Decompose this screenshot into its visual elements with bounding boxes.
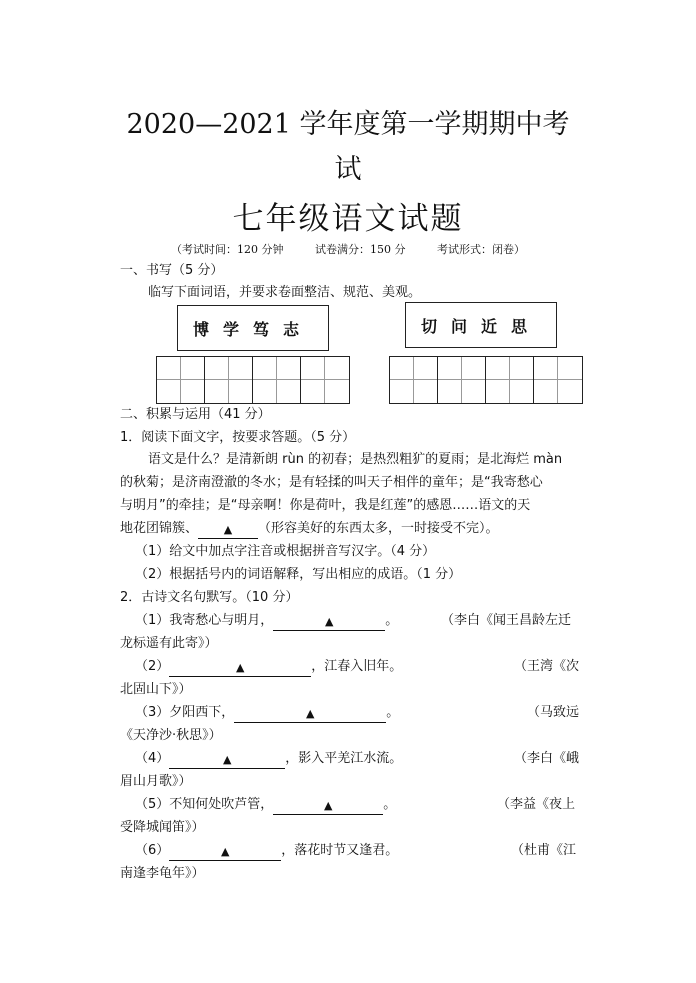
- q2-item-4: [135, 749, 402, 769]
- q2-item-pre: （4）: [135, 751, 170, 766]
- exam-form: 考试形式：闭卷）: [437, 243, 525, 256]
- exam-title-line1: 2020—2021 学年度第一学期期中考: [126, 109, 570, 140]
- writing-grid-2: [389, 356, 583, 404]
- q1-passage-line4-start: 地花团锦簇、: [120, 521, 199, 536]
- blank-marker: ▲: [223, 523, 233, 536]
- q2-item-1: [135, 611, 398, 631]
- q2-item-5-cite-cont: 受降城闻笛》）: [120, 820, 205, 835]
- q2-item-post: ，影入平羌江水流。: [285, 751, 403, 766]
- q2-item-5-cite: （李益《夜上: [497, 797, 576, 812]
- exam-time: （考试时间：120 分钟: [171, 243, 284, 256]
- grid-cell: [390, 357, 438, 403]
- q1-passage-line1: 语文是什么？是清新朗 rùn 的初春；是热烈粗犷的夏雨；是北海烂 màn: [148, 452, 563, 467]
- answer-blank[interactable]: [169, 752, 285, 769]
- blank-marker: ▲: [325, 615, 334, 628]
- q2-item-3-cite-cont: 《天净沙·秋思》）: [120, 728, 222, 743]
- q2-item-post: ，落花时节又逢君。: [281, 843, 399, 858]
- blank-marker: ▲: [236, 661, 245, 674]
- q2-item-pre: （6）: [135, 843, 170, 858]
- q1-sub2: （2）根据括号内的词语解释，写出相应的成语。（1 分）: [135, 567, 462, 582]
- q2-item-pre: （1）我寄愁心与明月，: [135, 613, 274, 628]
- q2-item-pre: （5）不知何处吹芦管，: [135, 797, 274, 812]
- grid-cell: [301, 357, 349, 403]
- grid-cell: [438, 357, 486, 403]
- grid-cell: [486, 357, 534, 403]
- q2-item-4-cite: （李白《峨: [514, 751, 580, 766]
- q2-item-post: 。: [385, 613, 399, 628]
- section1-instruction: 临写下面词语，并要求卷面整洁、规范、美观。: [148, 285, 422, 300]
- q1-sub1: （1）给文中加点字注音或根据拼音写汉字。（4 分）: [135, 544, 436, 559]
- q2-item-post: ，江春入旧年。: [311, 659, 403, 674]
- q2-item-post: 。: [386, 705, 400, 720]
- q2-item-2-cite-cont: 北固山下》）: [120, 682, 192, 697]
- q2-item-pre: （3）夕阳西下，: [135, 705, 235, 720]
- q2-item-2-cite: （王湾《次: [514, 659, 580, 674]
- answer-blank[interactable]: [169, 844, 281, 861]
- q1-passage-line4-end: （形容美好的东西太多，一时接受不完）。: [258, 521, 499, 536]
- q1-heading: 1．阅读下面文字，按要求答题。（5 分）: [120, 430, 356, 445]
- q2-item-4-cite-cont: 眉山月歌》）: [120, 774, 192, 789]
- blank-marker: ▲: [223, 753, 232, 766]
- q2-item-6-cite-cont: 南逢李龟年》）: [120, 866, 205, 881]
- q1-passage-line3: 与明月”的牵挂；是“母亲啊！你是荷叶，我是红莲”的感恩……语文的天: [120, 498, 531, 513]
- copy-word-box-2: 切问近思: [405, 302, 557, 348]
- copy-word-box-1: 博学笃志: [177, 305, 329, 351]
- q2-item-3-cite: （马致远: [527, 705, 580, 720]
- q2-item-pre: （2）: [135, 659, 170, 674]
- grid-cell: [157, 357, 205, 403]
- q2-item-6: [135, 841, 398, 861]
- q2-item-1-cite: （李白《闻王昌龄左迁: [441, 613, 572, 628]
- exam-info: [0, 241, 696, 257]
- grid-cell: [253, 357, 301, 403]
- exam-title-line1-continued: 试: [334, 154, 362, 185]
- answer-blank[interactable]: [234, 706, 386, 723]
- exam-subject-title: 七年级语文试题: [232, 201, 464, 237]
- answer-blank[interactable]: [198, 522, 258, 539]
- grid-cell: [205, 357, 253, 403]
- answer-blank[interactable]: [273, 798, 383, 815]
- answer-blank[interactable]: [169, 660, 311, 677]
- exam-score: 试卷满分：150 分: [315, 243, 406, 256]
- q2-item-1-cite-cont: 龙标遥有此寄》）: [120, 636, 218, 651]
- q2-item-2: [135, 657, 402, 677]
- blank-marker: ▲: [324, 799, 333, 812]
- answer-blank[interactable]: [273, 614, 385, 631]
- q2-heading: 2．古诗文名句默写。（10 分）: [120, 590, 299, 605]
- writing-grid-1: [156, 356, 350, 404]
- q1-passage-line2: 的秋菊；是济南澄澈的冬水；是有轻揉的叫天子相伴的童年；是“我寄愁心: [120, 475, 543, 490]
- q2-item-post: 。: [383, 797, 397, 812]
- q2-item-6-cite: （杜甫《江: [511, 843, 577, 858]
- grid-cell: [534, 357, 582, 403]
- q1-passage-line4: [120, 519, 499, 539]
- q2-item-5: [135, 795, 396, 815]
- q2-item-3: [135, 703, 399, 723]
- section2-heading: 二、积累与运用（41 分）: [120, 407, 271, 422]
- blank-marker: ▲: [221, 845, 230, 858]
- blank-marker: ▲: [306, 707, 315, 720]
- section1-heading: 一、书写（5 分）: [120, 263, 224, 278]
